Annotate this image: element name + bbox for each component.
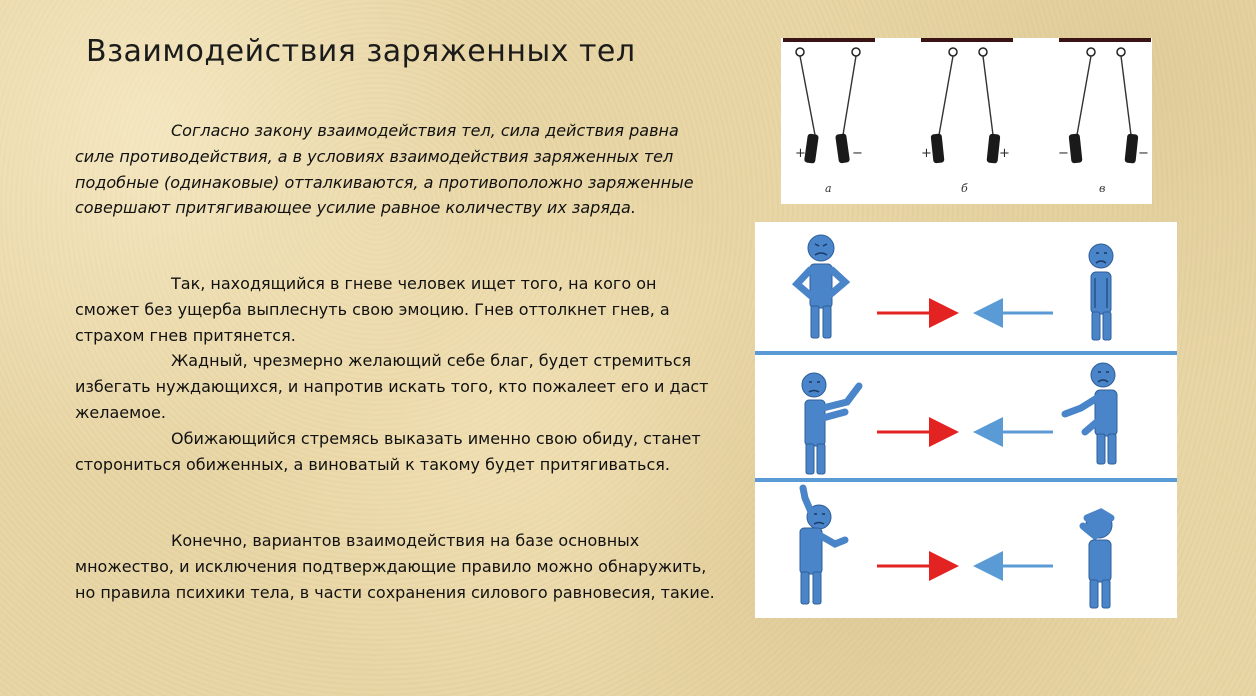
pendulum-pair-c	[1058, 38, 1151, 195]
offense-paragraph: Обижающийся стремясь выказать именно свою обиду, станет сторониться обиженных, а виноватый к такому будет притягиваться.	[75, 428, 701, 474]
emotion-illustration	[755, 222, 1177, 618]
greed-paragraph: Жадный, чрезмерно желающий себе благ, будет стремиться избегать нуждающихся, и напротив искать того, кто пожалеет его и даст желаемое.	[75, 351, 709, 422]
figure-greedy	[802, 373, 859, 474]
label-b: б	[961, 182, 968, 195]
law-paragraph	[75, 118, 715, 221]
figure-offended	[800, 488, 845, 604]
conclusion-paragraph: Конечно, вариантов взаимодействия на базе основных множество, и исключения подтверждающие правило можно обнаружить, но правила психики тела, в части сохранения силового равновесия, такие.	[75, 531, 715, 602]
charge-a-left: +	[795, 146, 806, 161]
pendulum-illustration	[781, 38, 1152, 204]
charge-b-right: +	[999, 146, 1010, 161]
charge-b-left: +	[921, 146, 932, 161]
charge-c-right: −	[1138, 146, 1149, 161]
figure-angry	[797, 235, 845, 338]
label-c: в	[1099, 182, 1106, 195]
law-text: Согласно закону взаимодействия тел, сила действия равна силе противодействия, а в условиях взаимодействия заряженных тел подобные (одинаковые) отталкиваются, а противоположно заряженные совершают притягивающее усилие равное количеству их заряда.	[75, 121, 694, 218]
charge-c-left: −	[1058, 146, 1069, 161]
conclusion-block	[75, 528, 715, 605]
pendulum-pair-b	[921, 38, 1013, 195]
figure-needy	[1065, 363, 1117, 464]
slide-title: Взаимодействия заряженных тел	[86, 34, 636, 69]
label-a: а	[825, 182, 832, 195]
charge-a-right: −	[852, 146, 863, 161]
pendulum-pair-a	[783, 38, 875, 195]
examples-block	[75, 271, 715, 477]
figure-guilty	[1083, 512, 1112, 608]
figure-scared	[1089, 244, 1113, 340]
anger-paragraph: Так, находящийся в гневе человек ищет того, на кого он сможет без ущерба выплеснуть свою эмоцию. Гнев оттолкнет гнев, а страхом гнев притянется.	[75, 274, 670, 345]
